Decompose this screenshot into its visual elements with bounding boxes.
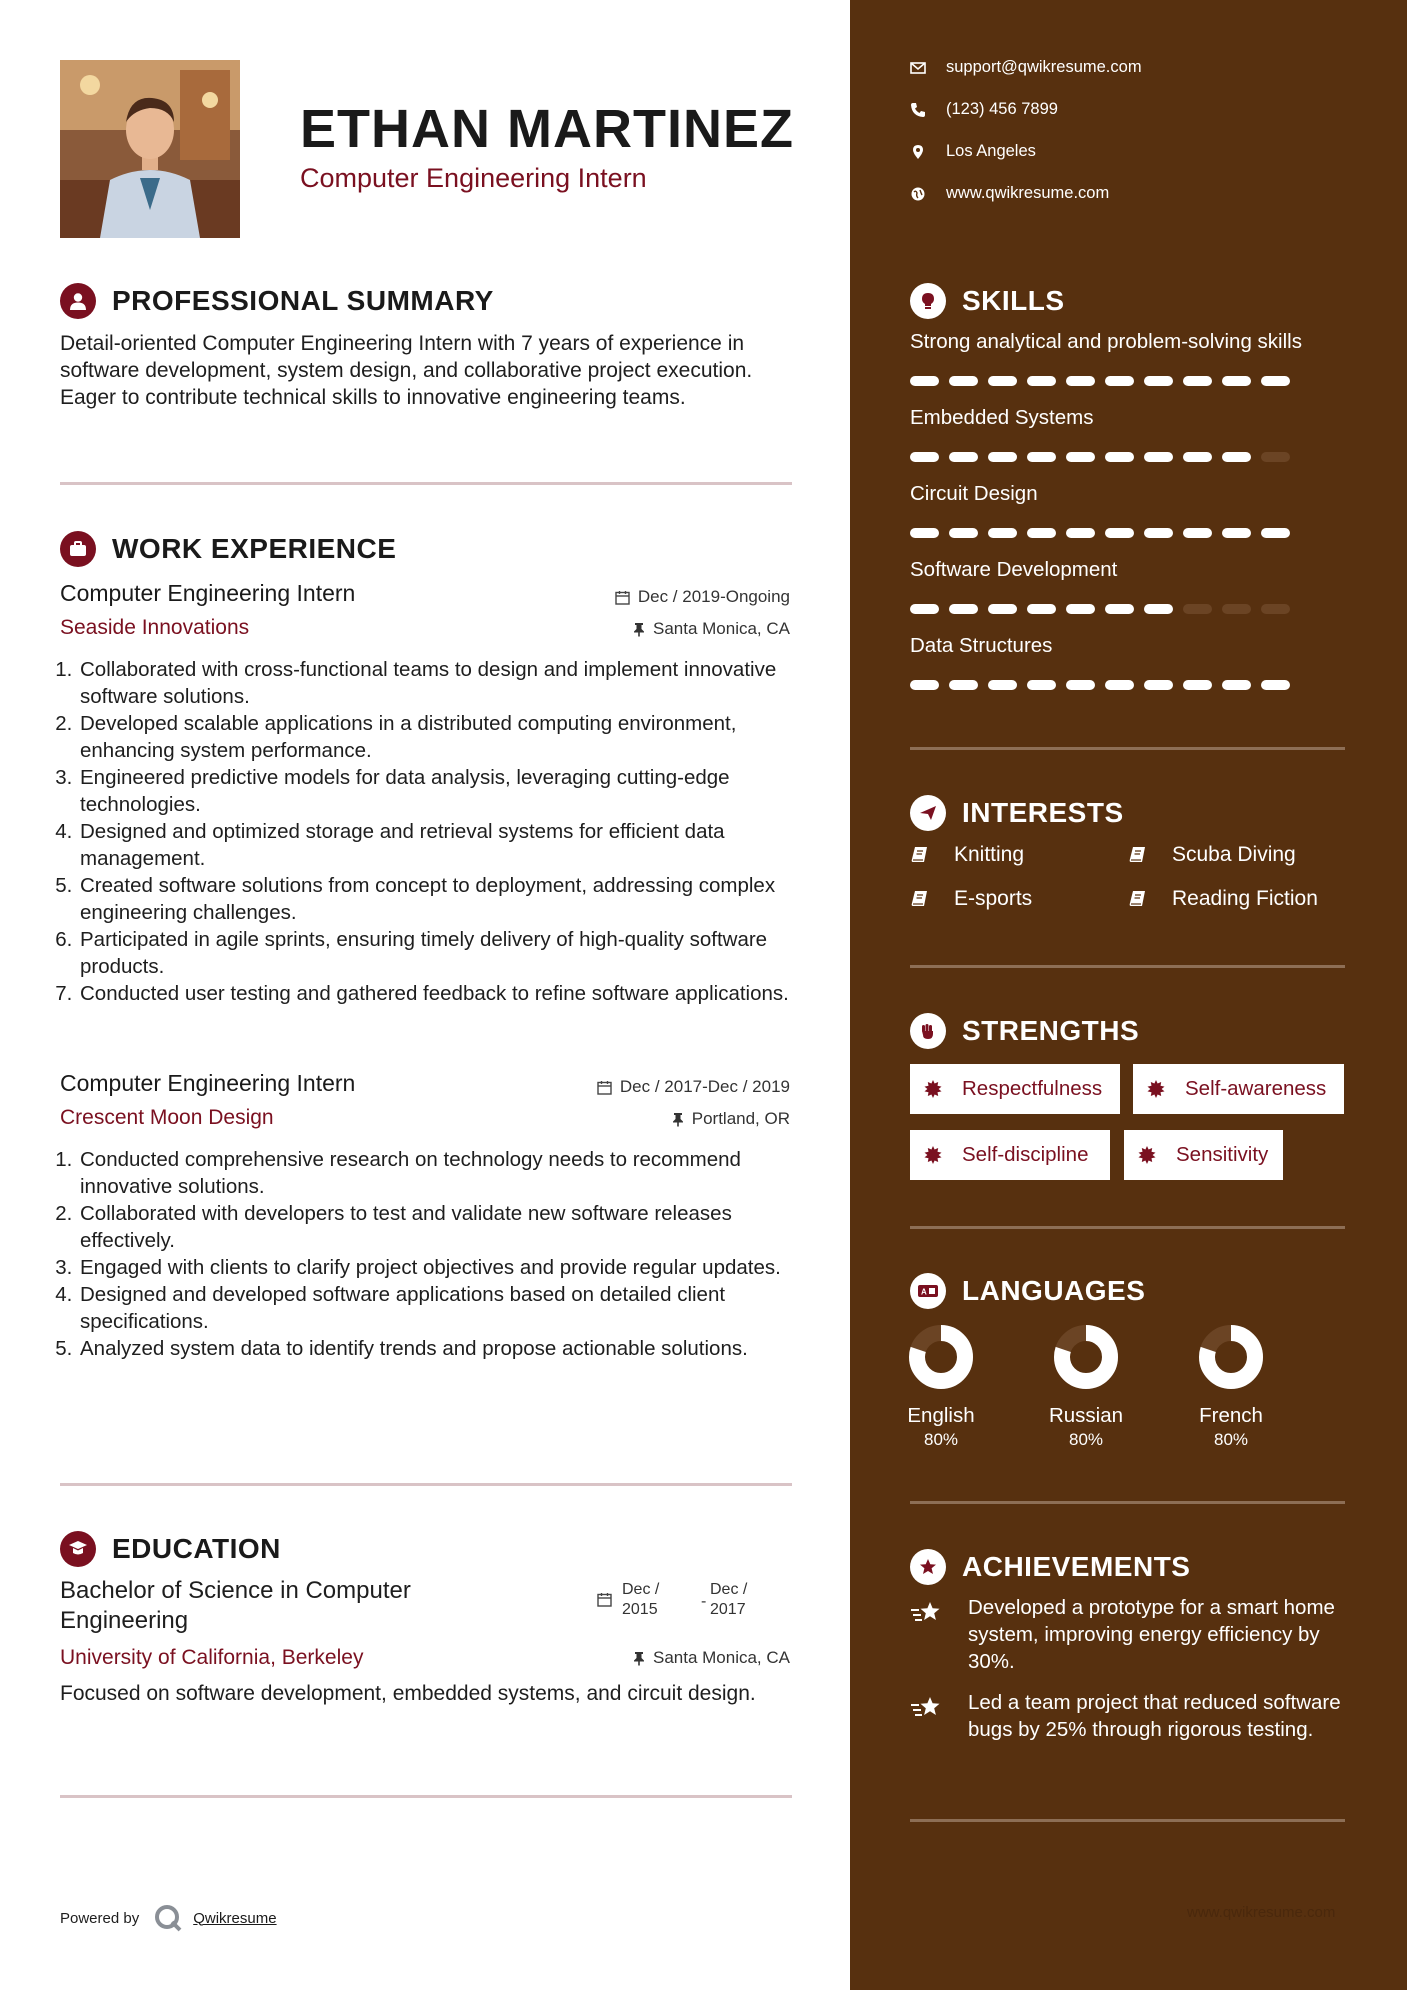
- job-location: [672, 1109, 790, 1129]
- job-location: [633, 619, 790, 639]
- job-company: Seaside Innovations: [60, 616, 250, 639]
- interest-item: [910, 843, 1024, 867]
- phone-text[interactable]: (123) 456 7899: [946, 100, 1058, 118]
- skill-level-dash: [1105, 452, 1134, 462]
- phone-icon: [910, 102, 926, 118]
- job-date-text: Dec / 2017-Dec / 2019: [619, 1077, 790, 1096]
- job-title: Computer Engineering Intern: [60, 1070, 356, 1096]
- divider: [910, 747, 1345, 750]
- skill-level-dash: [988, 680, 1017, 690]
- strength-label: Self-discipline: [962, 1143, 1089, 1166]
- sidebar: [850, 0, 1407, 1990]
- skill-label: Data Structures: [910, 634, 1053, 657]
- interest-item: [910, 887, 1032, 911]
- skill-level-dash: [1222, 528, 1251, 538]
- skill-level-dash: [1144, 680, 1173, 690]
- list-item: 4. Designed and developed software applications based on detailed client specifications.: [78, 1281, 818, 1335]
- shooting-star-icon: [910, 1692, 956, 1743]
- skills-heading: SKILLS: [962, 285, 1065, 316]
- job-duties-list: [54, 1146, 818, 1362]
- skill-rating: [910, 452, 1300, 462]
- language-proficiency-donut: [909, 1325, 973, 1389]
- location-text: Los Angeles: [946, 142, 1036, 160]
- list-item: 5. Analyzed system data to identify trends and propose actionable solutions.: [78, 1335, 818, 1362]
- interest-label: Scuba Diving: [1172, 843, 1296, 866]
- interests-heading: INTERESTS: [962, 797, 1124, 828]
- skill-level-dash: [1066, 680, 1095, 690]
- qwikresume-link[interactable]: Qwikresume: [193, 1909, 277, 1927]
- skill-level-dash: [910, 376, 939, 386]
- book-icon: [1128, 889, 1160, 909]
- strength-tag: [1124, 1130, 1283, 1180]
- summary-heading: PROFESSIONAL SUMMARY: [112, 285, 494, 316]
- language-item: [896, 1325, 986, 1450]
- list-item: 1. Conducted comprehensive research on technology needs to recommend innovative solutions.: [78, 1146, 818, 1200]
- skill-level-dash: [1144, 604, 1173, 614]
- skill-level-dash: [1066, 604, 1095, 614]
- skill-level-dash: [949, 680, 978, 690]
- divider: [910, 1226, 1345, 1229]
- achievement-text: Developed a prototype for a smart home system, improving energy efficiency by 30%.: [968, 1596, 1335, 1673]
- starburst-icon: [1147, 1080, 1175, 1098]
- date-separator: -: [701, 1593, 707, 1610]
- skill-level-dash: [1105, 528, 1134, 538]
- skill-rating: [910, 528, 1300, 538]
- skill-label: Circuit Design: [910, 482, 1038, 505]
- job-date-text: Dec / 2019-Ongoing: [637, 587, 790, 606]
- achievements-heading: ACHIEVEMENTS: [962, 1551, 1191, 1582]
- skill-level-dash: [1261, 376, 1290, 386]
- skill-level-dash: [1183, 528, 1212, 538]
- contact-email: [910, 58, 1142, 77]
- skill-level-dash: [1183, 452, 1212, 462]
- skill-level-dash: [1261, 452, 1290, 462]
- qwikresume-logo-icon: [153, 1903, 183, 1933]
- skill-level-dash: [1222, 680, 1251, 690]
- job-location-text: Portland, OR: [691, 1109, 790, 1128]
- candidate-name: ETHAN MARTINEZ: [300, 99, 794, 159]
- list-item: 7. Conducted user testing and gathered feedback to refine software applications.: [78, 980, 818, 1007]
- skill-level-dash: [1027, 604, 1056, 614]
- skill-level-dash: [1027, 680, 1056, 690]
- language-proficiency-donut: [1199, 1325, 1263, 1389]
- skill-level-dash: [1183, 376, 1212, 386]
- skill-level-dash: [1144, 528, 1173, 538]
- skill-label: Embedded Systems: [910, 406, 1094, 429]
- skill-rating: [910, 376, 1300, 386]
- skill-level-dash: [1261, 680, 1290, 690]
- strength-label: Self-awareness: [1185, 1077, 1327, 1100]
- interest-label: E-sports: [954, 887, 1033, 910]
- education-section-header: [60, 1531, 281, 1567]
- contact-location: [910, 142, 1036, 161]
- divider: [60, 482, 792, 485]
- website-text[interactable]: www.qwikresume.com: [946, 184, 1110, 202]
- skill-level-dash: [910, 604, 939, 614]
- skill-level-dash: [1183, 680, 1212, 690]
- profile-photo: [60, 60, 240, 238]
- user-icon: [60, 283, 96, 319]
- skill-level-dash: [1222, 452, 1251, 462]
- calendar-icon: [615, 590, 630, 605]
- language-name: French: [1199, 1404, 1263, 1427]
- languages-section-header: [910, 1273, 1145, 1309]
- strengths-section-header: [910, 1013, 1139, 1049]
- globe-icon: [910, 186, 926, 202]
- list-item: 3. Engineered predictive models for data analysis, leveraging cutting-edge technologies.: [78, 764, 818, 818]
- briefcase-icon: [60, 531, 96, 567]
- divider: [910, 1501, 1345, 1504]
- strength-label: Sensitivity: [1176, 1143, 1269, 1166]
- skill-rating: [910, 604, 1300, 614]
- skill-level-dash: [910, 452, 939, 462]
- language-percent: 80%: [1213, 1430, 1249, 1449]
- summary-section-header: [60, 283, 494, 319]
- pin-icon: [633, 1651, 645, 1666]
- job-date: [597, 1077, 790, 1097]
- skill-level-dash: [1261, 604, 1290, 614]
- achievements-section-header: [910, 1549, 1190, 1585]
- divider: [910, 965, 1345, 968]
- strengths-heading: STRENGTHS: [962, 1015, 1140, 1046]
- interests-section-header: [910, 795, 1124, 831]
- star-badge-icon: [910, 1549, 946, 1585]
- list-item: 5. Created software solutions from concept to deployment, addressing complex engineering challenges.: [78, 872, 818, 926]
- skill-level-dash: [1066, 452, 1095, 462]
- school-name: University of California, Berkeley: [60, 1646, 364, 1669]
- book-icon: [910, 845, 942, 865]
- language-percent: 80%: [1068, 1430, 1104, 1449]
- divider: [910, 1819, 1345, 1822]
- list-item: 2. Developed scalable applications in a distributed computing environment, enhancing system performance.: [78, 710, 818, 764]
- interest-label: Reading Fiction: [1172, 887, 1318, 910]
- interest-item: [1128, 843, 1296, 867]
- shooting-star-icon: [910, 1597, 956, 1675]
- location-pin-icon: [910, 144, 926, 160]
- skill-level-dash: [1261, 528, 1290, 538]
- footer-url: www.qwikresume.com: [1187, 1904, 1336, 1921]
- education-location-text: Santa Monica, CA: [652, 1648, 790, 1667]
- list-item: 3. Engaged with clients to clarify project objectives and provide regular updates.: [78, 1254, 818, 1281]
- achievement-item: [910, 1689, 1350, 1743]
- contact-website: [910, 184, 1109, 203]
- paper-plane-icon: [910, 795, 946, 831]
- skill-level-dash: [1066, 376, 1095, 386]
- skill-level-dash: [988, 528, 1017, 538]
- skill-level-dash: [949, 528, 978, 538]
- job-location-text: Santa Monica, CA: [652, 619, 790, 638]
- language-icon: [910, 1273, 946, 1309]
- list-item: 2. Collaborated with developers to test and validate new software releases effectively.: [78, 1200, 818, 1254]
- calendar-icon: [597, 1592, 612, 1607]
- skill-level-dash: [1027, 452, 1056, 462]
- book-icon: [1128, 845, 1160, 865]
- strength-tag: [1133, 1064, 1344, 1114]
- degree-title: Bachelor of Science in Computer Engineering: [60, 1577, 411, 1634]
- strength-label: Respectfulness: [962, 1077, 1103, 1100]
- skill-level-dash: [949, 452, 978, 462]
- contact-phone: [910, 100, 1058, 119]
- skill-label: Strong analytical and problem-solving skills: [910, 330, 1302, 353]
- divider: [60, 1483, 792, 1486]
- starburst-icon: [924, 1146, 952, 1164]
- skill-level-dash: [988, 376, 1017, 386]
- svg-text:A: A: [921, 1287, 927, 1297]
- education-description: Focused on software development, embedded systems, and circuit design.: [60, 1682, 756, 1705]
- skill-label: Software Development: [910, 558, 1118, 581]
- graduate-icon: [60, 1531, 96, 1567]
- education-location: [633, 1648, 790, 1668]
- skill-level-dash: [988, 452, 1017, 462]
- language-item: [1041, 1325, 1131, 1450]
- list-item: 4. Designed and optimized storage and retrieval systems for efficient data management.: [78, 818, 818, 872]
- job-title: Computer Engineering Intern: [60, 580, 356, 606]
- language-item: [1186, 1325, 1276, 1450]
- pin-icon: [633, 622, 645, 637]
- email-text[interactable]: support@qwikresume.com: [946, 58, 1142, 76]
- education-start-date: Dec / 2015: [622, 1581, 660, 1618]
- skills-section-header: [910, 283, 1065, 319]
- skill-level-dash: [1144, 376, 1173, 386]
- achievement-item: [910, 1594, 1350, 1675]
- job-company: Crescent Moon Design: [60, 1106, 274, 1129]
- skill-level-dash: [910, 680, 939, 690]
- pin-icon: [672, 1112, 684, 1127]
- skill-level-dash: [1144, 452, 1173, 462]
- experience-section-header: [60, 531, 396, 567]
- languages-heading: LANGUAGES: [962, 1275, 1146, 1306]
- achievement-text: Led a team project that reduced software bugs by 25% through rigorous testing.: [968, 1691, 1341, 1741]
- list-item: 6. Participated in agile sprints, ensuring timely delivery of high-quality software products.: [78, 926, 818, 980]
- skill-rating: [910, 680, 1300, 690]
- fist-icon: [910, 1013, 946, 1049]
- language-percent: 80%: [923, 1430, 959, 1449]
- candidate-title: Computer Engineering Intern: [300, 163, 647, 193]
- calendar-icon: [597, 1080, 612, 1095]
- strength-tag: [910, 1064, 1120, 1114]
- lightbulb-icon: [910, 283, 946, 319]
- skill-level-dash: [1027, 376, 1056, 386]
- interest-item: [1128, 887, 1318, 911]
- starburst-icon: [1138, 1146, 1166, 1164]
- envelope-icon: [910, 61, 926, 75]
- list-item: 1. Collaborated with cross-functional teams to design and implement innovative software solutions.: [78, 656, 818, 710]
- skill-level-dash: [1183, 604, 1212, 614]
- skill-level-dash: [1027, 528, 1056, 538]
- experience-heading: WORK EXPERIENCE: [112, 533, 397, 564]
- education-heading: EDUCATION: [112, 1533, 281, 1564]
- language-name: Russian: [1048, 1404, 1124, 1427]
- strength-tag: [910, 1130, 1110, 1180]
- skill-level-dash: [1105, 376, 1134, 386]
- book-icon: [910, 889, 942, 909]
- powered-by-label: Powered by: [60, 1909, 140, 1927]
- skill-level-dash: [1066, 528, 1095, 538]
- starburst-icon: [924, 1080, 952, 1098]
- skill-level-dash: [1105, 604, 1134, 614]
- skill-level-dash: [910, 528, 939, 538]
- skill-level-dash: [949, 604, 978, 614]
- skill-level-dash: [1222, 604, 1251, 614]
- powered-by: [60, 1903, 277, 1933]
- language-name: English: [907, 1404, 975, 1427]
- skill-level-dash: [1222, 376, 1251, 386]
- job-date: [615, 587, 790, 607]
- language-proficiency-donut: [1054, 1325, 1118, 1389]
- divider: [60, 1795, 792, 1798]
- interest-label: Knitting: [954, 843, 1025, 866]
- job-duties-list: [54, 656, 818, 1007]
- education-end-date: Dec / 2017: [710, 1581, 748, 1618]
- skill-level-dash: [1105, 680, 1134, 690]
- summary-text: Detail-oriented Computer Engineering Intern with 7 years of experience in software development, system design, and collaborative project execution. Eager to contribute technical skills to innovative engineering teams.: [60, 332, 753, 409]
- skill-level-dash: [988, 604, 1017, 614]
- skill-level-dash: [949, 376, 978, 386]
